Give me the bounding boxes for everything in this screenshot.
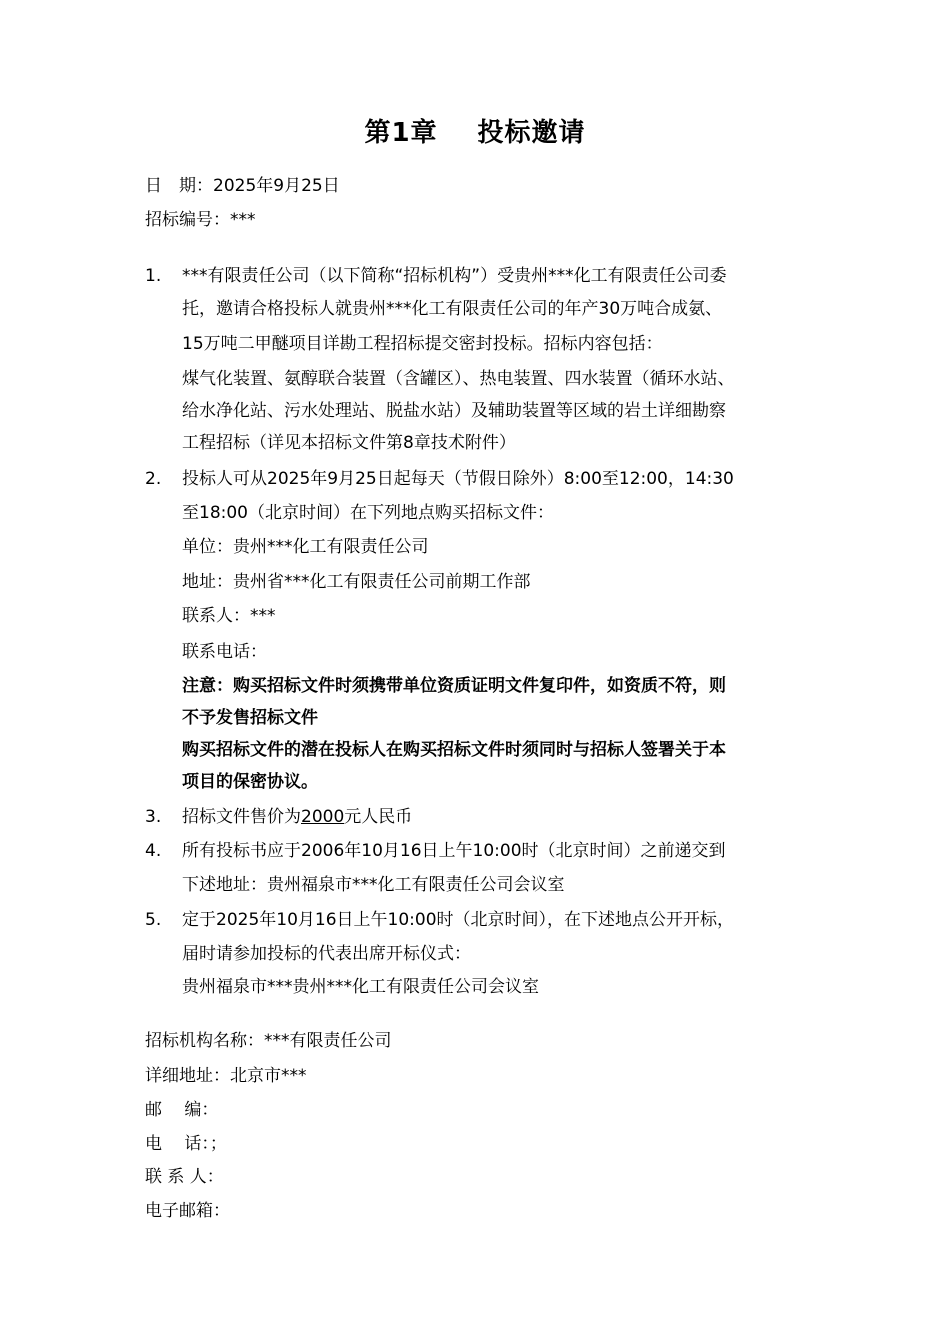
agency-postcode: 邮 编：: [145, 1100, 219, 1120]
price-value: 2000: [301, 807, 345, 827]
item-5-line: 贵州福泉市***贵州***化工有限责任公司会议室: [182, 977, 539, 997]
item-number: 3.: [145, 807, 162, 827]
item-2-line: 联系电话：: [182, 642, 267, 662]
chapter-title: [0, 112, 950, 149]
date-line: 日 期：2025年9月25日: [145, 176, 340, 196]
agency-name: 招标机构名称：***有限责任公司: [145, 1031, 392, 1051]
price-suffix: 元人民币: [344, 807, 413, 827]
item-5-line: 届时请参加投标的代表出席开标仪式：: [182, 944, 471, 964]
notice-line: 不予发售招标文件: [182, 708, 318, 728]
item-2-line: 至18:00（北京时间）在下列地点购买招标文件：: [182, 503, 554, 523]
chapter-name: 投标邀请: [477, 118, 586, 148]
notice-line: 注意：购买招标文件时须携带单位资质证明文件复印件，如资质不符，则: [182, 676, 726, 696]
item-4-line: 下述地址：贵州福泉市***化工有限责任公司会议室: [182, 875, 565, 895]
item-2-line: 单位：贵州***化工有限责任公司: [182, 537, 429, 557]
item-3-line: [182, 806, 412, 828]
item-4-line: 所有投标书应于2006年10月16日上午10:00时（北京时间）之前递交到: [182, 841, 726, 861]
notice-line: 购买招标文件的潜在投标人在购买招标文件时须同时与招标人签署关于本: [182, 740, 726, 760]
item-1-line: 煤气化装置、氨醇联合装置（含罐区）、热电装置、四水装置（循环水站、: [182, 369, 735, 389]
item-2-line: 联系人：***: [182, 606, 276, 626]
item-2-line: 投标人可从2025年9月25日起每天（节假日除外）8:00至12:00，14:30: [182, 469, 734, 489]
item-number: 4.: [145, 841, 162, 861]
item-2-line: 地址：贵州省***化工有限责任公司前期工作部: [182, 572, 531, 592]
item-1-line: 托，邀请合格投标人就贵州***化工有限责任公司的年产30万吨合成氨、: [182, 299, 723, 319]
agency-phone: 电 话：；: [145, 1134, 227, 1154]
item-1-line: ***有限责任公司（以下简称“招标机构”）受贵州***化工有限责任公司委: [182, 266, 727, 286]
item-1-line: 15万吨二甲醚项目详勘工程招标提交密封投标。招标内容包括：: [182, 334, 663, 354]
agency-contact: 联 系 人：: [145, 1167, 224, 1187]
agency-address: 详细地址：北京市***: [145, 1066, 307, 1086]
item-5-line: 定于2025年10月16日上午10:00时（北京时间），在下述地点公开开标，: [182, 910, 735, 930]
notice-line: 项目的保密协议。: [182, 772, 318, 792]
item-1-line: 工程招标（详见本招标文件第8章技术附件）: [182, 433, 516, 453]
bid-number-line: 招标编号：***: [145, 210, 256, 230]
price-prefix: 招标文件售价为: [182, 807, 301, 827]
item-number: 1.: [145, 266, 162, 286]
item-number: 2.: [145, 469, 162, 489]
item-1-line: 给水净化站、污水处理站、脱盐水站）及辅助装置等区域的岩土详细勘察: [182, 401, 726, 421]
agency-email: 电子邮箱：: [145, 1201, 230, 1221]
item-number: 5.: [145, 910, 162, 930]
chapter-number: 第1章: [364, 118, 438, 148]
